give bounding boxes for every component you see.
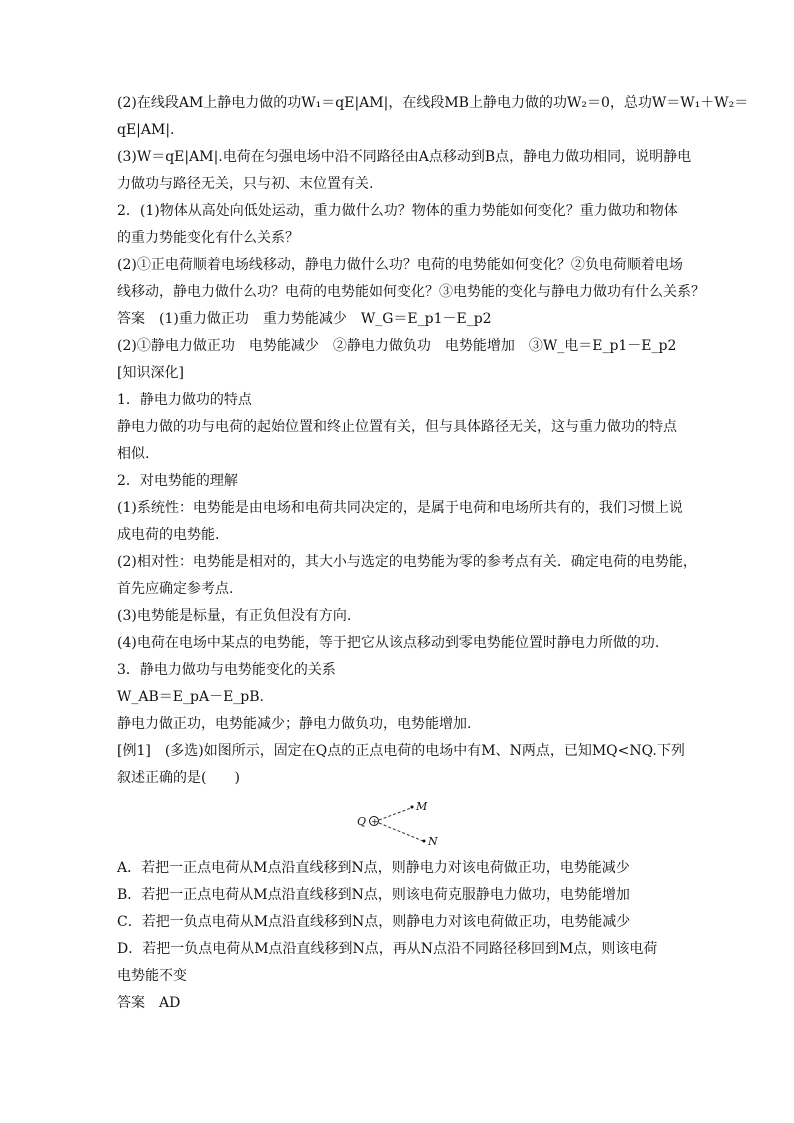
text-line: qE|AM|. — [117, 122, 175, 138]
text-line: 叙述正确的是( ) — [117, 770, 240, 786]
charge-diagram — [355, 795, 445, 847]
point-m — [411, 806, 414, 809]
option-d: D．若把一负点电荷从M点沿直线移到N点，再从N点沿不同路径移回到M点，则该电荷 — [117, 941, 658, 957]
text-line: 的重力势能变化有什么关系？ — [117, 230, 299, 246]
text-line: (2)①正电荷顺着电场线移动，静电力做什么功？电荷的电势能如何变化？②负电荷顺着电场 — [117, 257, 683, 273]
text-line: (3)W＝qE|AM|.电荷在匀强电场中沿不同路径由A点移动到B点，静电力做功相同，说明静电 — [117, 149, 692, 165]
section-heading: [知识深化] — [117, 365, 184, 381]
option-a: A．若把一正点电荷从M点沿直线移到N点，则静电力对该电荷做正功，电势能减少 — [117, 860, 630, 876]
text-line: 力做功与路径无关，只与初、末位置有关. — [117, 176, 374, 192]
text-line: 线移动，静电力做什么功？电荷的电势能如何变化？③电势能的变化与静电力做功有什么关系？ — [117, 284, 705, 300]
line-q-m — [379, 808, 411, 820]
option-c: C．若把一负点电荷从M点沿直线移到N点，则静电力对该电荷做正功，电势能减少 — [117, 914, 631, 930]
label-n: N — [428, 835, 438, 848]
point-n — [423, 840, 426, 843]
text-line: 静电力做的功与电荷的起始位置和终止位置有关，但与具体路径无关，这与重力做功的特点 — [117, 419, 677, 435]
text-line: (4)电荷在电场中某点的电势能，等于把它从该点移动到零电势能位置时静电力所做的功. — [117, 635, 660, 651]
answer-line: 答案 AD — [117, 995, 181, 1011]
label-m: M — [416, 800, 428, 813]
text-line: 静电力做正功，电势能减少；静电力做负功，电势能增加. — [117, 716, 472, 732]
text-line: 首先应确定参考点. — [117, 581, 234, 597]
option-b: B．若把一正点电荷从M点沿直线移到N点，则该电荷克服静电力做功，电势能增加 — [117, 887, 630, 903]
text-line: (1)系统性：电势能是由电场和电荷共同决定的，是属于电荷和电场所共有的，我们习惯上说 — [117, 500, 683, 516]
text-line: (2)在线段AM上静电力做的功W₁＝qE|AM|，在线段MB上静电力做的功W₂＝0，总功W＝W₁＋W₂＝ — [117, 95, 749, 111]
subheading: 3．静电力做功与电势能变化的关系 — [117, 662, 336, 678]
example-title: [例1] (多选)如图所示，固定在Q点的正点电荷的电场中有M、N两点，已知MQ<NQ.下列 — [117, 743, 685, 759]
subheading: 2．对电势能的理解 — [117, 473, 238, 489]
text-line: (2)相对性：电势能是相对的，其大小与选定的电势能为零的参考点有关．确定电荷的电势能， — [117, 554, 697, 570]
text-line: 相似. — [117, 446, 150, 462]
text-line: (3)电势能是标量，有正负但没有方向. — [117, 608, 352, 624]
answer-line: 答案 (1)重力做正功 重力势能减少 W_G＝E_p1－E_p2 — [117, 311, 492, 327]
text-line: 2．(1)物体从高处向低处运动，重力做什么功？物体的重力势能如何变化？重力做功和物体 — [117, 203, 678, 219]
subheading: 1．静电力做功的特点 — [117, 392, 252, 408]
option-d-cont: 电势能不变 — [117, 968, 187, 984]
line-q-n — [379, 823, 423, 841]
formula-line: W_AB＝E_pA－E_pB. — [117, 689, 264, 705]
charge-sign: + — [371, 817, 379, 828]
answer-line: (2)①静电力做正功 电势能减少 ②静电力做负功 电势能增加 ③W_电＝E_p1－E_p2 — [117, 338, 677, 354]
text-line: 成电荷的电势能. — [117, 527, 220, 543]
label-q: Q — [357, 815, 367, 828]
